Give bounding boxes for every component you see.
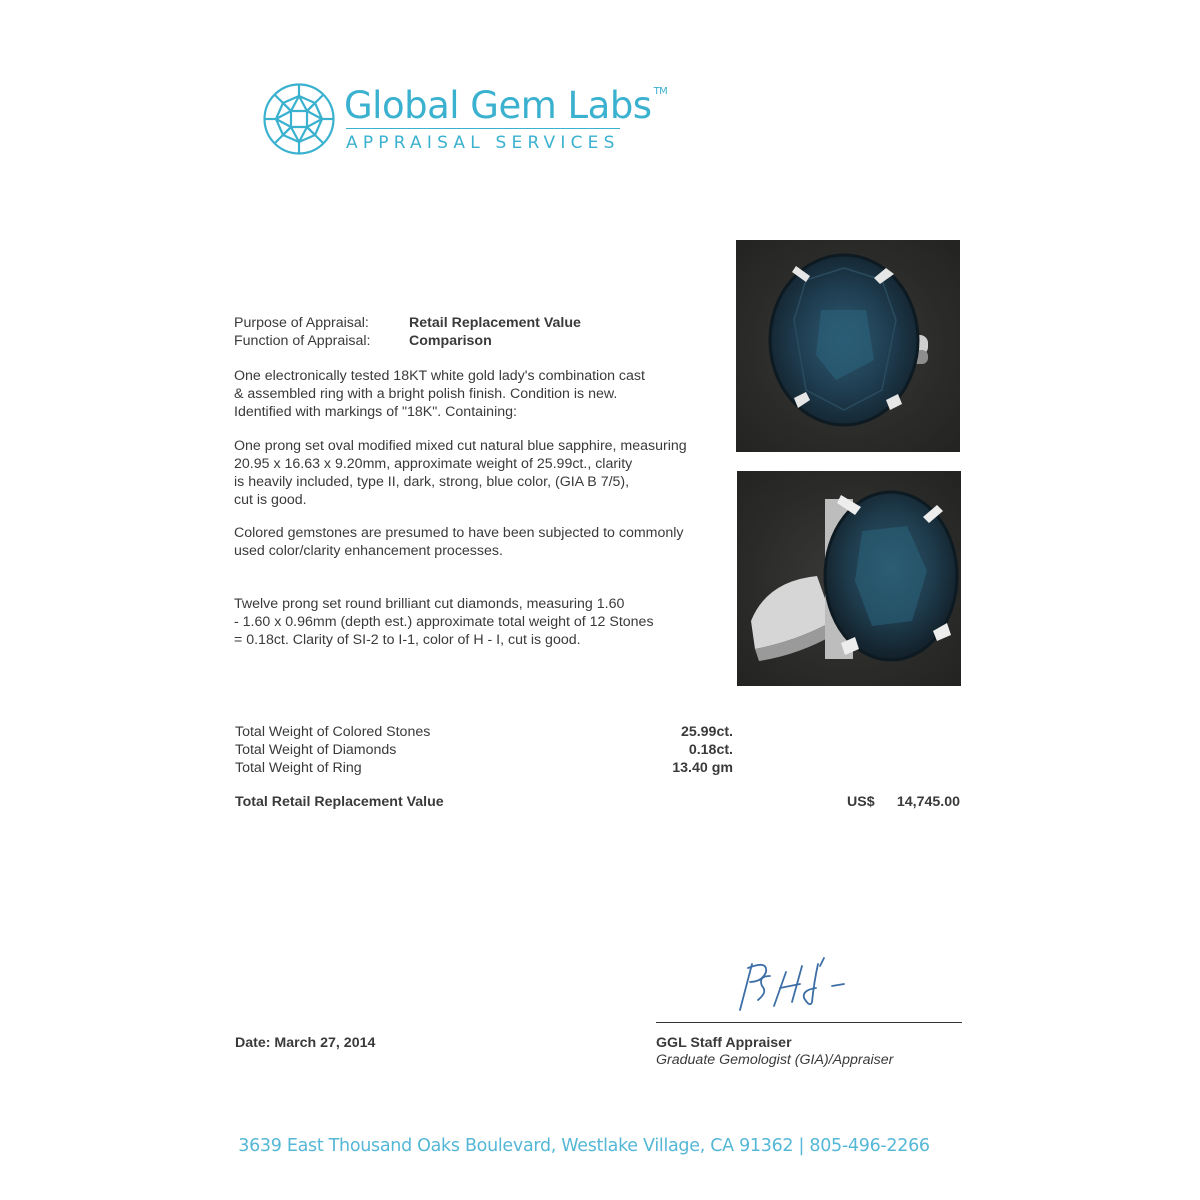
colored-stones-value: 25.99ct.	[680, 724, 733, 740]
brand-subtitle: APPRAISAL SERVICES	[346, 133, 620, 153]
appraisal-date: Date: March 27, 2014	[235, 1035, 376, 1051]
diamond-description-line: - 1.60 x 0.96mm (depth est.) approximate total weight of 12 Stones	[234, 614, 654, 630]
ring-description-line: & assembled ring with a bright polish finish. Condition is new.	[234, 386, 618, 402]
sapphire-ring-top-image	[736, 240, 960, 452]
diamond-description-line: = 0.18ct. Clarity of SI-2 to I-1, color of H - I, cut is good.	[234, 632, 581, 648]
footer-address: 3639 East Thousand Oaks Boulevard, Westlake Village, CA 91362 | 805-496-2266	[238, 1136, 930, 1156]
ring-weight-label: Total Weight of Ring	[235, 760, 362, 776]
sapphire-description-line: 20.95 x 16.63 x 9.20mm, approximate weight of 25.99ct., clarity	[234, 456, 633, 472]
ring-top-photo	[736, 240, 960, 452]
enhancement-note-line: used color/clarity enhancement processes.	[234, 543, 503, 559]
function-label: Function of Appraisal:	[234, 333, 371, 349]
function-value: Comparison	[409, 333, 492, 349]
ring-description-line: Identified with markings of "18K". Containing:	[234, 404, 517, 420]
colored-stones-label: Total Weight of Colored Stones	[235, 724, 431, 740]
ring-weight-value: 13.40 gm	[672, 760, 733, 776]
brand-divider	[346, 128, 620, 129]
sapphire-description-line: cut is good.	[234, 492, 307, 508]
gemstone-logo-icon	[262, 82, 336, 156]
signature-line	[656, 1022, 962, 1023]
diamond-description-line: Twelve prong set round brilliant cut diamonds, measuring 1.60	[234, 596, 625, 612]
retail-value-amount: 14,745.00	[896, 794, 960, 810]
appraiser-name: GGL Staff Appraiser	[656, 1035, 792, 1051]
sapphire-description	[234, 437, 687, 509]
sapphire-description-line: One prong set oval modified mixed cut natural blue sapphire, measuring	[234, 438, 687, 454]
appraiser-signature	[728, 952, 858, 1014]
appraiser-title: Graduate Gemologist (GIA)/Appraiser	[656, 1052, 894, 1068]
sapphire-description-line: is heavily included, type II, dark, strong, blue color, (GIA B 7/5),	[234, 474, 630, 490]
purpose-label: Purpose of Appraisal:	[234, 315, 369, 331]
trademark-mark: TM	[653, 86, 668, 97]
diamonds-weight-label: Total Weight of Diamonds	[235, 742, 397, 758]
brand-name	[344, 84, 667, 127]
ring-side-photo	[737, 471, 961, 686]
sapphire-ring-side-image	[737, 471, 961, 686]
ring-description	[234, 367, 645, 421]
ring-description-line: One electronically tested 18KT white gold lady's combination cast	[234, 368, 645, 384]
brand-name-text: Global Gem Labs	[344, 84, 652, 127]
enhancement-note	[234, 524, 684, 560]
purpose-value: Retail Replacement Value	[409, 315, 581, 331]
retail-value-label: Total Retail Replacement Value	[235, 794, 444, 810]
enhancement-note-line: Colored gemstones are presumed to have been subjected to commonly	[234, 525, 684, 541]
diamond-description	[234, 595, 654, 649]
currency-code: US$	[847, 794, 875, 810]
diamonds-weight-value: 0.18ct.	[688, 742, 733, 758]
